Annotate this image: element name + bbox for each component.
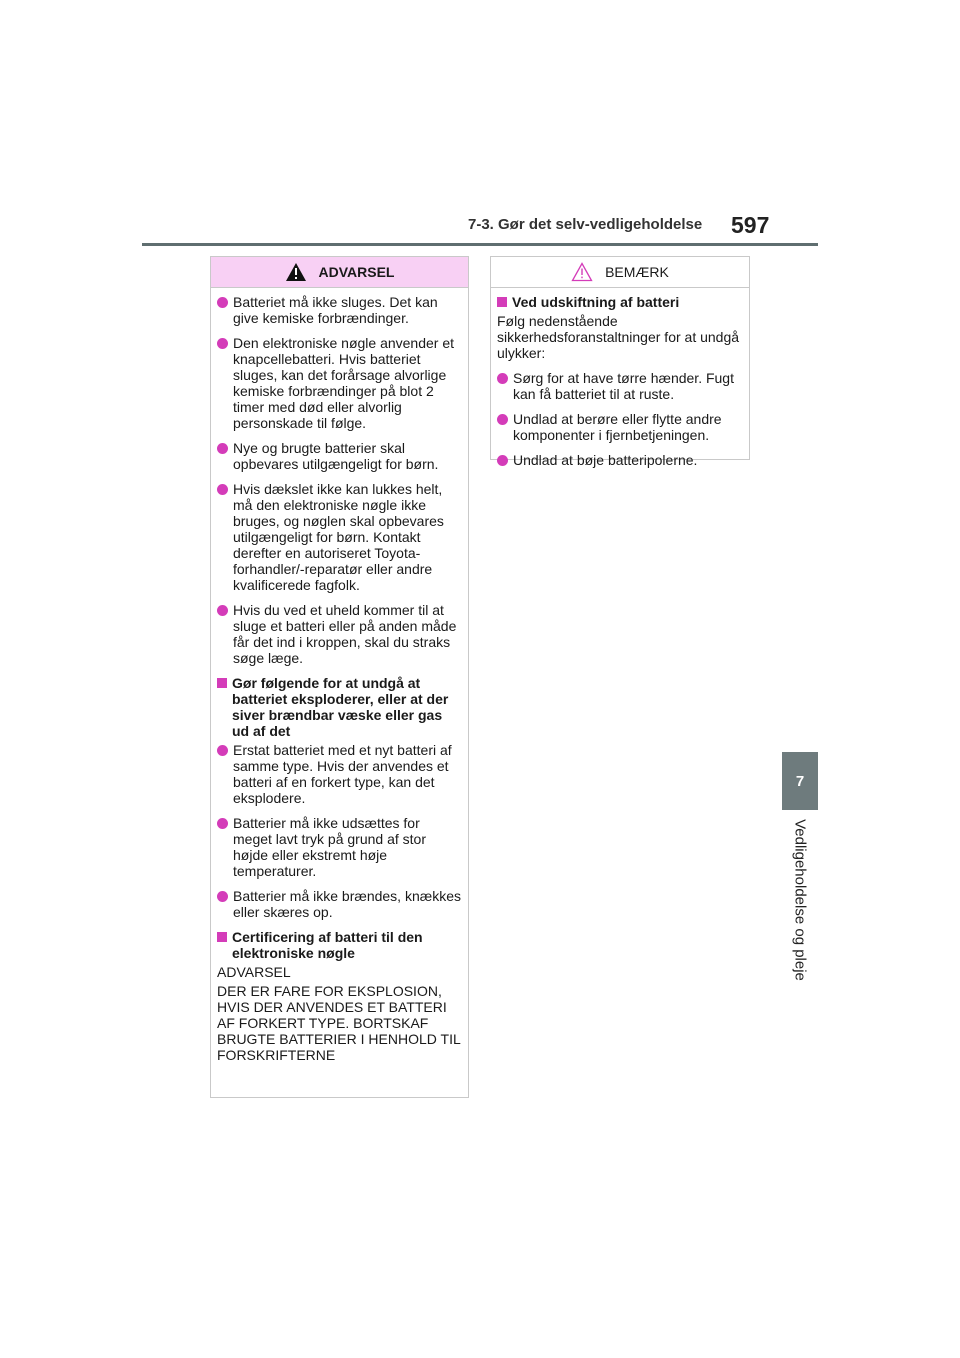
chapter-tab: 7 xyxy=(782,752,818,810)
warning-triangle-icon xyxy=(285,262,307,282)
running-header-title: 7-3. Gør det selv-vedligeholdelse xyxy=(468,216,703,233)
notice-intro: Følg nedenstående sikkerhedsforanstaltninger for at undgå ulykker: xyxy=(497,313,740,361)
page-number: 597 xyxy=(731,212,770,238)
list-item: Nye og brugte batterier skal opbevares utilgængeligt for børn. xyxy=(217,440,462,472)
caution-triangle-outline-icon xyxy=(571,262,593,282)
list-item: Undlad at bøje batteripolerne. xyxy=(497,452,743,468)
notice-box-header xyxy=(491,257,749,288)
square-bullet-icon xyxy=(217,678,227,688)
list-item: Undlad at berøre eller flytte andre komponenter i fjernbetjeningen. xyxy=(497,411,743,443)
bullet-icon xyxy=(217,443,228,454)
bullet-icon xyxy=(217,338,228,349)
section-heading: Ved udskiftning af batteri xyxy=(497,294,743,310)
list-item: Den elektroniske nøgle anvender et knapcellebatteri. Hvis batteriet sluges, kan det forårsage alvorlige kemiske forbrændinger på blot 2 timer med død eller alvorlig personskade til følge. xyxy=(217,335,462,431)
certification-text: DER ER FARE FOR EKSPLOSION, HVIS DER ANVENDES ET BATTERI AF FORKERT TYPE. BORTSKAF BRUGTE BATTERIER I HENHOLD TIL FORSKRIFTERNE xyxy=(217,983,461,1063)
bullet-icon xyxy=(217,891,228,902)
list-item: Batterier må ikke brændes, knækkes eller skæres op. xyxy=(217,888,462,920)
bullet-icon xyxy=(217,297,228,308)
notice-box xyxy=(490,256,750,468)
notice-box-title: BEMÆRK xyxy=(605,264,669,280)
bullet-icon xyxy=(497,414,508,425)
list-item: Hvis du ved et uheld kommer til at sluge et batteri eller på anden måde får det ind i kroppen, skal du straks søge læge. xyxy=(217,602,462,666)
list-item: Hvis dækslet ikke kan lukkes helt, må den elektroniske nøgle ikke bruges, og nøglen skal opbevares utilgængeligt for børn. Kontakt derefter en autoriseret Toyota-forhandler/-reparatør eller andre kvalificerede fagfolk. xyxy=(217,481,462,593)
section-heading: Gør følgende for at undgå at batteriet eksploderer, eller at der siver brændbar væske eller gas ud af det xyxy=(217,675,462,739)
square-bullet-icon xyxy=(217,932,227,942)
section-heading: Certificering af batteri til den elektroniske nøgle xyxy=(217,929,462,961)
bullet-icon xyxy=(497,373,508,384)
bullet-icon xyxy=(217,745,228,756)
warning-box-body xyxy=(211,288,468,1063)
notice-box-body xyxy=(491,288,749,468)
bullet-icon xyxy=(217,605,228,616)
square-bullet-icon xyxy=(497,297,507,307)
bullet-icon xyxy=(217,818,228,829)
certification-label: ADVARSEL xyxy=(217,964,291,980)
list-item: Batteriet må ikke sluges. Det kan give kemiske forbrændinger. xyxy=(217,294,462,326)
list-item: Erstat batteriet med et nyt batteri af samme type. Hvis der anvendes et batteri af en forkert type, kan det eksplodere. xyxy=(217,742,462,806)
warning-box xyxy=(210,256,469,1098)
chapter-side-label: Vedligeholdelse og pleje xyxy=(791,819,809,981)
warning-box-header xyxy=(211,257,468,288)
list-item: Sørg for at have tørre hænder. Fugt kan få batteriet til at ruste. xyxy=(497,370,743,402)
bullet-icon xyxy=(497,455,508,466)
header-rule xyxy=(142,243,818,246)
warning-box-title: ADVARSEL xyxy=(318,264,395,280)
list-item: Batterier må ikke udsættes for meget lavt tryk på grund af stor højde eller ekstremt høje temperaturer. xyxy=(217,815,462,879)
bullet-icon xyxy=(217,484,228,495)
